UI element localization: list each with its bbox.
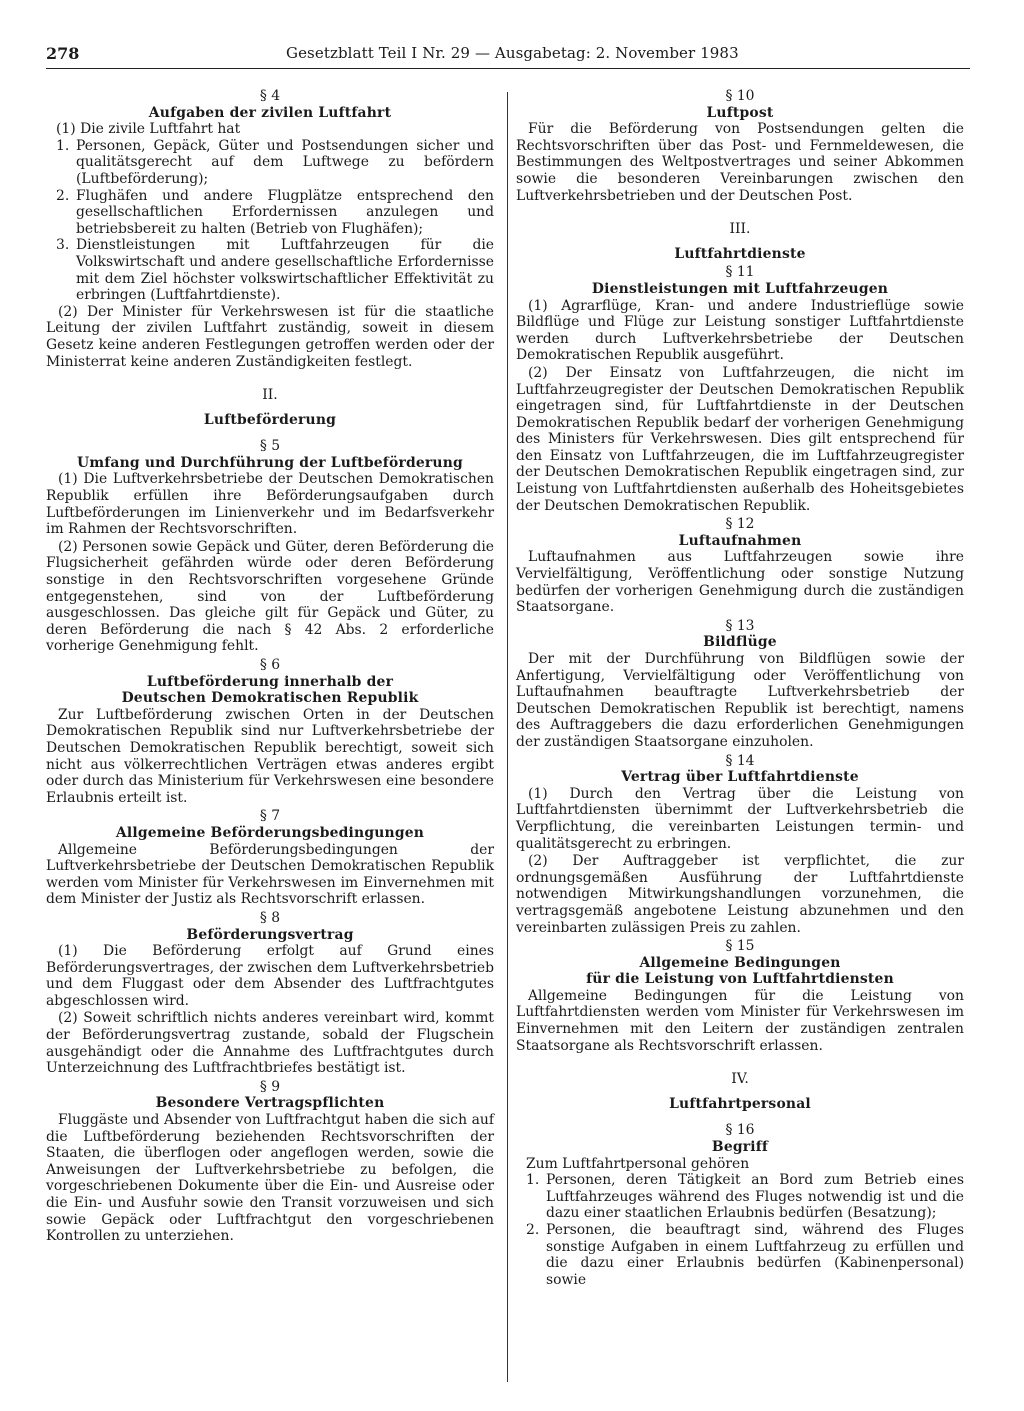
section-12-number: § 12 [725,516,755,533]
list-item [46,237,494,303]
section-6-title-line-2: Deutschen Demokratischen Republik [121,690,419,707]
section-6-paragraph-1: Zur Luftbeförderung zwischen Orten in der Deutschen Demokratischen Republik sind nur Luftverkehrsbetriebe der Deutschen Demokratischen Republik berechtigt, soweit sich nicht aus völkerrechtlichen Verträgen etwas anderes ergibt oder durch das Ministerium für Verkehrswesen eine besondere Erlaubnis erteilt ist. [46,706,494,806]
section-13-paragraph-1: Der mit der Durchführung von Bildflügen sowie der Anfertigung, Vervielfältigung oder Veröffentlichung von Luftaufnahmen beauftragte Luftverkehrsbetrieb der Deutschen Demokratischen Republik ist berechtigt, namens des Auftraggebers die dazu erforderlichen Genehmigungen der zuständigen Staatsorgane einzuholen. [516,651,964,750]
section-8-number: § 8 [259,909,281,926]
list-item [516,1222,964,1288]
section-9-title: Besondere Vertragspflichten [155,1095,385,1112]
part-2-roman: II. [262,387,278,404]
section-6-number: § 6 [259,657,281,673]
column-divider [507,92,508,1382]
section-7-number: § 7 [259,808,281,825]
section-11-number: § 11 [725,264,755,281]
section-15-paragraph-1: Allgemeine Bedingungen für die Leistung von Luftfahrtdiensten werden vom Minister für Verkehrswesen im Einvernehmen mit den Leitern der zuständigen zentralen Staatsorgane als Rechtsvorschrift erlassen. [516,987,964,1054]
section-8-paragraph-1: (1) Die Beförderung erfolgt auf Grund eines Beförderungsvertrages, der zwischen dem Luftverkehrsbetrieb und dem Fluggast oder dem Absender des Luftfrachtgutes abgeschlossen wird. [46,943,494,1009]
section-8-title: Beförderungsvertrag [186,926,354,943]
part-2-title: Luftbeförderung [203,411,337,428]
section-9-paragraph-1: Fluggäste und Absender von Luftfrachtgut haben die sich auf die Luftbeförderung beziehenden Rechtsvorschriften der Staaten, die überflogen oder angeflogen werden, sowie die Anweisungen der Luftverkehrsbetriebe zu befolgen, die vorgeschriebenen Dokumente über die Ein- und Ausreise oder die Ein- und Ausfuhr sowie den Transit vorzuweisen und sich sowie Gepäck oder Luftfrachtgut den vorgeschriebenen Kontrollen zu unterziehen. [46,1112,494,1245]
section-11-paragraph-1: (1) Agrarflüge, Kran- und andere Industrieflüge sowie Bildflüge und Flüge zur Leistung sonstiger Luftfahrtdienste werden durch Luftverkehrsbetriebe der Deutschen Demokratischen Republik ausgeführt. [516,297,964,364]
list-item-text: Flughäfen und andere Flugplätze entsprechend den gesellschaftlichen Erfordernissen anzulegen und betriebsbereit zu halten (Betrieb von Flughäfen); [76,187,494,237]
section-5-paragraph-1: (1) Die Luftverkehrsbetriebe der Deutschen Demokratischen Republik erfüllen ihre Beförderungsaufgaben durch Luftbeförderungen im Linienverkehr und im Bedarfsverkehr im Rahmen der Rechtsvorschriften. [46,471,494,538]
page-number: 278 [46,44,80,63]
section-16-number: § 16 [725,1122,755,1139]
section-4-number: § 4 [259,88,281,104]
section-8-paragraph-2: (2) Soweit schriftlich nichts anderes vereinbart wird, kommt der Beförderungsvertrag zustande, sobald der Flugschein ausgehändigt oder die Annahme des Luftfrachtgutes durch Unterzeichnung des Luftfrachtbriefes bestätigt ist. [46,1010,494,1077]
section-7-paragraph-1: Allgemeine Beförderungsbedingungen der Luftverkehrsbetriebe der Deutschen Demokratischen Republik werden vom Minister für Verkehrswesen im Einvernehmen mit dem Minister der Justiz als Rechtsvorschrift erlassen. [46,841,494,908]
list-item-text: Personen, Gepäck, Güter und Postsendungen sicher und qualitätsgerecht auf dem Luftwege zu befördern (Luftbeförderung); [76,137,494,187]
section-12-paragraph-1: Luftaufnahmen aus Luftfahrzeugen sowie ihre Vervielfältigung, Veröffentlichung oder sonstige Nutzung bedürfen der vorherigen Genehmigung durch die zuständigen Staatsorgane. [516,549,964,616]
section-4-intro: (1) Die zivile Luftfahrt hat [56,121,241,138]
section-15-number: § 15 [725,938,755,955]
list-item [46,188,494,238]
section-10-paragraph-1: Für die Beförderung von Postsendungen gelten die Rechtsvorschriften über das Post- und Fernmeldewesen, die Bestimmungen des Weltpostvertrages und seiner Abkommen sowie die besonderen Vereinbarungen zwischen den Luftverkehrsbetrieben und der Deutschen Post. [516,121,964,204]
part-4-roman: IV. [731,1071,749,1088]
section-14-paragraph-2: (2) Der Auftraggeber ist verpflichtet, die zur ordnungsgemäßen Ausführung der Luftfahrtdienste notwendigen Mitwirkungshandlungen vorzunehmen, die vertragsgemäß angebotene Leistung abzunehmen und den vereinbarten zulässigen Preis zu zahlen. [516,853,964,936]
list-item-text: Personen, die beauftragt sind, während des Fluges sonstige Aufgaben in einem Luftfahrzeug zu erfüllen und die dazu einer Erlaubnis bedürfen (Kabinenpersonal) sowie [546,1222,964,1288]
part-3-roman: III. [729,221,751,238]
list-item-number: 2. [56,187,70,204]
list-item-text: Dienstleistungen mit Luftfahrzeugen für die Volkswirtschaft und andere gesellschaftliche Erfordernisse mit dem Ziel höchster volkswirtschaftlicher Effektivität zu erbringen (Luftfahrtdienste). [76,237,494,304]
left-column [46,86,494,1246]
section-13-number: § 13 [725,617,755,634]
list-item-number: 2. [526,1222,540,1238]
section-11-title: Dienstleistungen mit Luftfahrzeugen [591,280,889,297]
list-item-text: Personen, deren Tätigkeit an Bord zum Betrieb eines Luftfahrzeuges während des Fluges notwendig ist und die dazu einer staatlichen Erlaubnis bedürfen (Besatzung); [546,1172,964,1222]
section-9-number: § 9 [259,1078,281,1095]
page-header [46,42,970,69]
section-14-number: § 14 [725,752,755,769]
section-14-title: Vertrag über Luftfahrtdienste [621,769,859,786]
section-4-paragraph-2: (2) Der Minister für Verkehrswesen ist für die staatliche Leitung der zivilen Luftfahrt zuständig, soweit in diesem Gesetz keine anderen Festlegungen getroffen werden oder der Ministerrat keine anderen Zuständigkeiten festlegt. [46,303,494,370]
right-column [516,86,964,1288]
part-4-title: Luftfahrtpersonal [669,1095,811,1112]
section-16-intro: Zum Luftfahrtpersonal gehören [526,1155,750,1172]
list-item-number: 1. [56,137,70,154]
part-3-title: Luftfahrtdienste [674,245,806,262]
section-13-title: Bildflüge [703,634,777,651]
section-7-title: Allgemeine Beförderungsbedingungen [115,824,425,841]
section-5-number: § 5 [259,438,281,455]
section-12-title: Luftaufnahmen [678,532,802,549]
gazette-title: Gesetzblatt Teil I Nr. 29 — Ausgabetag: 2. November 1983 [286,44,739,62]
section-11-paragraph-2: (2) Der Einsatz von Luftfahrzeugen, die nicht im Luftfahrzeugregister der Deutschen Demokratischen Republik eingetragen sind, für Luftfahrtdienste in der Deutschen Demokratischen Republik bedarf der vorherigen Genehmigung des Ministers für Verkehrswesen. Dies gilt entsprechend für den Einsatz von Luftfahrzeugen, die im Luftfahrzeugregister der Deutschen Demokratischen Republik eingetragen sind, zur Leistung von Luftfahrtdiensten außerhalb des Hoheitsgebietes der Deutschen Demokratischen Republik. [516,364,964,514]
section-16-title: Begriff [711,1139,769,1156]
list-item [516,1172,964,1222]
section-5-title: Umfang und Durchführung der Luftbeförderung [77,454,463,471]
list-item-number: 3. [56,237,70,254]
section-14-paragraph-1: (1) Durch den Vertrag über die Leistung von Luftfahrtdiensten übernimmt der Luftverkehrsbetrieb die Verpflichtung, die vereinbarten Leistungen termin- und qualitätsgerecht zu erbringen. [516,785,964,852]
section-10-number: § 10 [725,88,755,104]
section-10-title: Luftpost [706,104,774,121]
section-4-title: Aufgaben der zivilen Luftfahrt [148,104,392,121]
section-6-title-line-1: Luftbeförderung innerhalb der [146,673,394,690]
list-item [46,138,494,188]
section-15-title-line-2: für die Leistung von Luftfahrtdiensten [586,971,894,988]
section-5-paragraph-2: (2) Personen sowie Gepäck und Güter, deren Beförderung die Flugsicherheit gefährden würde oder deren Beförderung sonstige in den Rechtsvorschriften vorgesehene Gründe entgegenstehen, sind von der Luftbeförderung ausgeschlossen. Das gleiche gilt für Gepäck und Güter, zu deren Beförderung die nach § 42 Abs. 2 erforderliche vorherige Genehmigung fehlt. [46,538,494,655]
list-item-number: 1. [526,1172,540,1189]
section-15-title-line-1: Allgemeine Bedingungen [639,954,841,971]
